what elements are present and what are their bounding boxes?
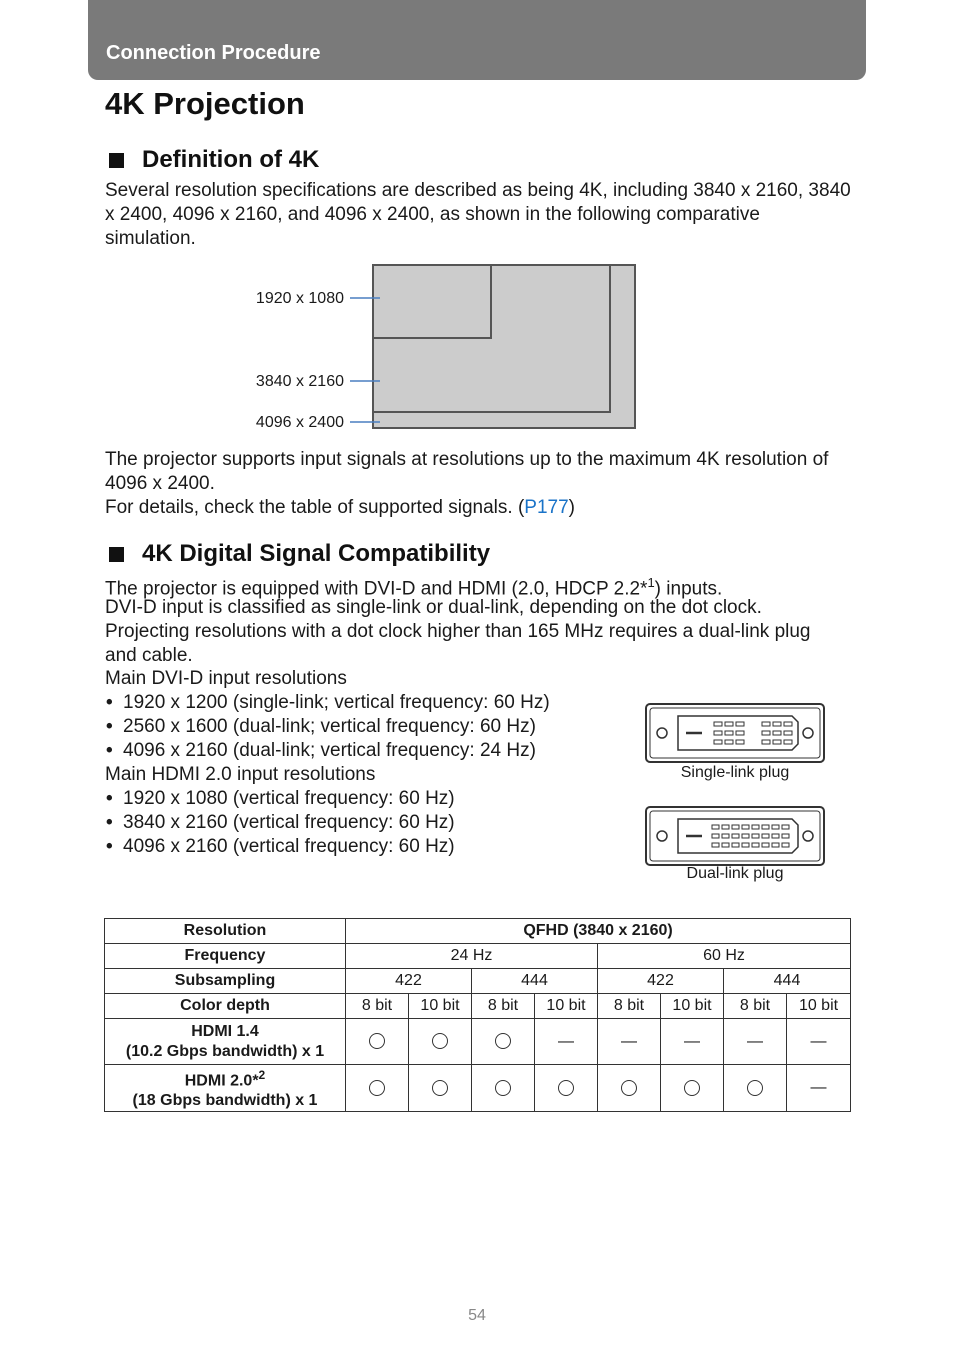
- table-row: [105, 969, 851, 994]
- compat-heading: [105, 540, 490, 568]
- support-cell: [787, 1065, 851, 1112]
- supported-circle-icon: [432, 1033, 448, 1049]
- color-depth-cell: 10 bit: [661, 994, 724, 1019]
- table-row-hdmi14: [105, 1019, 851, 1065]
- frequency-cell: 24 Hz: [346, 944, 598, 969]
- support-cell: [472, 1019, 535, 1065]
- support-cell: [535, 1065, 598, 1112]
- supported-circle-icon: [558, 1080, 574, 1096]
- support-cell: [535, 1019, 598, 1065]
- support-cell: [787, 1019, 851, 1065]
- supported-circle-icon: [495, 1033, 511, 1049]
- support-cell: [346, 1065, 409, 1112]
- square-bullet-icon: [109, 153, 124, 168]
- details-text: [105, 496, 855, 520]
- table-row: [105, 919, 851, 944]
- hdmi20-label: HDMI 2.0*: [184, 1072, 259, 1090]
- support-cell: [409, 1019, 472, 1065]
- supported-circle-icon: [432, 1080, 448, 1096]
- resolution-comparison-diagram: [240, 262, 650, 434]
- page-number: 54: [468, 1307, 486, 1324]
- definition-intro: Several resolution specifications are described as being 4K, including 3840 x 2160, 3840 x 2400, 4096 x 2160, and 4096 x 2400, as shown in the following comparative simulation.: [105, 180, 851, 249]
- row-header-hdmi14: [105, 1019, 346, 1065]
- support-cell: [724, 1065, 787, 1112]
- compat-heading-text: 4K Digital Signal Compatibility: [142, 540, 491, 567]
- dvi-list-heading: Main DVI-D input resolutions: [105, 668, 347, 689]
- color-depth-cell: 8 bit: [472, 994, 535, 1019]
- supported-circle-icon: [684, 1080, 700, 1096]
- supported-circle-icon: [621, 1080, 637, 1096]
- support-text: The projector supports input signals at resolutions up to the maximum 4K resolution of 4096 x 2400.: [105, 449, 829, 494]
- list-item: • 4096 x 2160 (vertical frequency: 60 Hz): [105, 835, 625, 859]
- subsampling-cell: 444: [724, 969, 851, 994]
- dual-link-plug-icon: [642, 805, 828, 869]
- single-link-plug-icon: [642, 702, 828, 766]
- table-row-hdmi20: [105, 1065, 851, 1112]
- supported-signals-table: [104, 918, 851, 1112]
- hdmi14-bandwidth: (10.2 Gbps bandwidth) x 1: [125, 1042, 325, 1060]
- color-depth-cell: 8 bit: [346, 994, 409, 1019]
- definition-heading: [105, 146, 319, 174]
- unsupported-dash: —: [747, 1032, 763, 1050]
- label-4096x2400: 4096 x 2400: [255, 414, 344, 431]
- footnote-1-mark: 1: [647, 575, 655, 590]
- color-depth-cell: 10 bit: [787, 994, 851, 1019]
- support-cell: [346, 1019, 409, 1065]
- row-header-frequency: Frequency: [105, 944, 346, 969]
- color-depth-cell: 8 bit: [724, 994, 787, 1019]
- row-header-color-depth: Color depth: [105, 994, 346, 1019]
- color-depth-cell: 8 bit: [598, 994, 661, 1019]
- row-header-hdmi20: [105, 1065, 346, 1112]
- header-bar: [88, 0, 866, 80]
- dual-link-caption: Dual-link plug: [686, 865, 784, 882]
- square-bullet-icon: [109, 547, 124, 562]
- list-item: • 1920 x 1200 (single-link; vertical frequency: 60 Hz): [105, 691, 625, 715]
- resolution-lists: [105, 667, 625, 859]
- table-row: [105, 994, 851, 1019]
- support-cell: [661, 1019, 724, 1065]
- supported-circle-icon: [495, 1080, 511, 1096]
- resolution-value: QFHD (3840 x 2160): [346, 919, 851, 944]
- list-item: • 2560 x 1600 (dual-link; vertical frequency: 60 Hz): [105, 715, 625, 739]
- compat-line1-pre: The projector is equipped with DVI-D and HDMI (2.0, HDCP 2.2*: [105, 578, 648, 600]
- subsampling-cell: 422: [346, 969, 472, 994]
- support-cell: [472, 1065, 535, 1112]
- footnote-2-mark: 2: [258, 1068, 266, 1082]
- hdmi14-label: HDMI 1.4: [191, 1022, 259, 1040]
- color-depth-cell: 10 bit: [535, 994, 598, 1019]
- supported-circle-icon: [369, 1080, 385, 1096]
- support-cell: [598, 1065, 661, 1112]
- compat-line1-post: ) inputs.: [654, 578, 723, 600]
- supported-circle-icon: [747, 1080, 763, 1096]
- section-name: Connection Procedure: [106, 42, 321, 64]
- row-header-resolution: Resolution: [105, 919, 346, 944]
- support-cell: [409, 1065, 472, 1112]
- support-cell: [661, 1065, 724, 1112]
- unsupported-dash: —: [621, 1032, 637, 1050]
- support-cell: [598, 1019, 661, 1065]
- definition-heading-text: Definition of 4K: [142, 146, 320, 173]
- frequency-cell: 60 Hz: [598, 944, 851, 969]
- row-header-subsampling: Subsampling: [105, 969, 346, 994]
- subsampling-cell: 422: [598, 969, 724, 994]
- unsupported-dash: —: [558, 1032, 574, 1050]
- list-item: • 1920 x 1080 (vertical frequency: 60 Hz): [105, 787, 625, 811]
- p177-link[interactable]: P177: [524, 497, 569, 518]
- hdmi-list-heading: Main HDMI 2.0 input resolutions: [105, 764, 376, 785]
- supported-circle-icon: [369, 1033, 385, 1049]
- list-item: • 3840 x 2160 (vertical frequency: 60 Hz): [105, 811, 625, 835]
- page-title: 4K Projection: [105, 86, 305, 121]
- single-link-caption: Single-link plug: [680, 764, 790, 781]
- hdmi20-bandwidth: (18 Gbps bandwidth) x 1: [132, 1092, 318, 1110]
- unsupported-dash: —: [810, 1032, 827, 1050]
- label-1920x1080: 1920 x 1080: [255, 290, 344, 307]
- compat-line2: DVI-D input is classified as single-link or dual-link, depending on the dot clock. Projecting resolutions with a dot clock higher than 165 MHz requires a dual-link plug and cable.: [105, 597, 811, 666]
- label-3840x2160: 3840 x 2160: [255, 373, 344, 390]
- rect-1920x1080: [373, 265, 491, 338]
- list-item: • 4096 x 2160 (dual-link; vertical frequency: 24 Hz): [105, 739, 625, 763]
- unsupported-dash: —: [684, 1032, 700, 1050]
- color-depth-cell: 10 bit: [409, 994, 472, 1019]
- details-prefix: For details, check the table of supported signals. (: [105, 497, 525, 518]
- details-suffix: ): [568, 497, 575, 518]
- subsampling-cell: 444: [472, 969, 598, 994]
- table-row: [105, 944, 851, 969]
- support-cell: [724, 1019, 787, 1065]
- unsupported-dash: —: [810, 1079, 827, 1097]
